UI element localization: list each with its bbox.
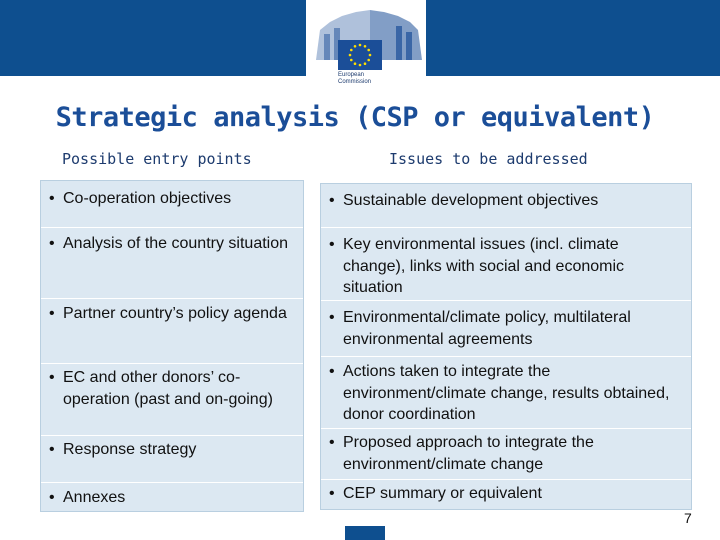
table-row <box>41 483 303 511</box>
entry-point-text: Annexes <box>63 489 126 506</box>
entry-point-text: Response strategy <box>63 441 197 458</box>
logo-line: Commission <box>338 79 372 85</box>
entry-point-text: EC and other donors’ co-operation (past and on-going) <box>63 369 273 408</box>
entry-point-item: • Partner country’s policy agenda <box>49 305 287 322</box>
entry-point-item: • Co-operation objectives <box>49 190 232 207</box>
right-column-heading: Issues to be addressed <box>389 150 588 168</box>
european-commission-logo <box>306 0 426 100</box>
table-row <box>321 301 691 356</box>
issue-text: Key environmental issues (incl. climate change), links with social and economic situation <box>343 236 625 296</box>
entry-point-item: • Annexes <box>49 489 126 506</box>
table-row <box>41 299 303 363</box>
left-column-heading: Possible entry points <box>62 150 252 168</box>
entry-points-panel <box>40 180 304 512</box>
issue-item: • Actions taken to integrate the environment/climate change, results obtained, donor coordination <box>329 363 670 423</box>
entry-point-item: • Analysis of the country situation <box>49 235 289 252</box>
issue-text: Sustainable development objectives <box>343 192 599 209</box>
page-title: Strategic analysis (CSP or equivalent) <box>55 102 655 133</box>
table-row <box>41 181 303 227</box>
entry-point-item: • Response strategy <box>49 441 197 458</box>
issue-item: • Sustainable development objectives <box>329 192 599 209</box>
issue-text: Proposed approach to integrate the environment/climate change <box>343 434 594 473</box>
issue-item: • Key environmental issues (incl. climate change), links with social and economic situation <box>329 236 625 296</box>
commission-building-icon <box>306 0 426 72</box>
table-row <box>41 228 303 298</box>
issue-text: Environmental/climate policy, multilateral environmental agreements <box>343 309 631 348</box>
issue-item: • Environmental/climate policy, multilateral environmental agreements <box>329 309 631 348</box>
footer-brand-bar <box>345 526 385 540</box>
table-row <box>321 228 691 300</box>
page-number: 7 <box>684 510 692 526</box>
table-row <box>41 436 303 482</box>
issue-text: CEP summary or equivalent <box>343 485 542 502</box>
logo-wordmark <box>338 72 408 86</box>
logo-line: European <box>338 72 365 78</box>
table-row <box>321 184 691 227</box>
entry-point-text: Co-operation objectives <box>63 190 232 207</box>
entry-point-text: Partner country’s policy agenda <box>63 305 287 322</box>
table-row <box>321 429 691 479</box>
table-row <box>41 364 303 435</box>
issue-item: • Proposed approach to integrate the environment/climate change <box>329 434 594 473</box>
table-row <box>321 480 691 509</box>
issue-text: Actions taken to integrate the environment/climate change, results obtained, donor coordination <box>343 363 670 423</box>
table-row <box>321 357 691 428</box>
issue-item: • CEP summary or equivalent <box>329 485 542 502</box>
entry-point-item: • EC and other donors’ co-operation (past and on-going) <box>49 369 273 408</box>
entry-point-text: Analysis of the country situation <box>63 235 289 252</box>
issues-panel <box>320 183 692 510</box>
